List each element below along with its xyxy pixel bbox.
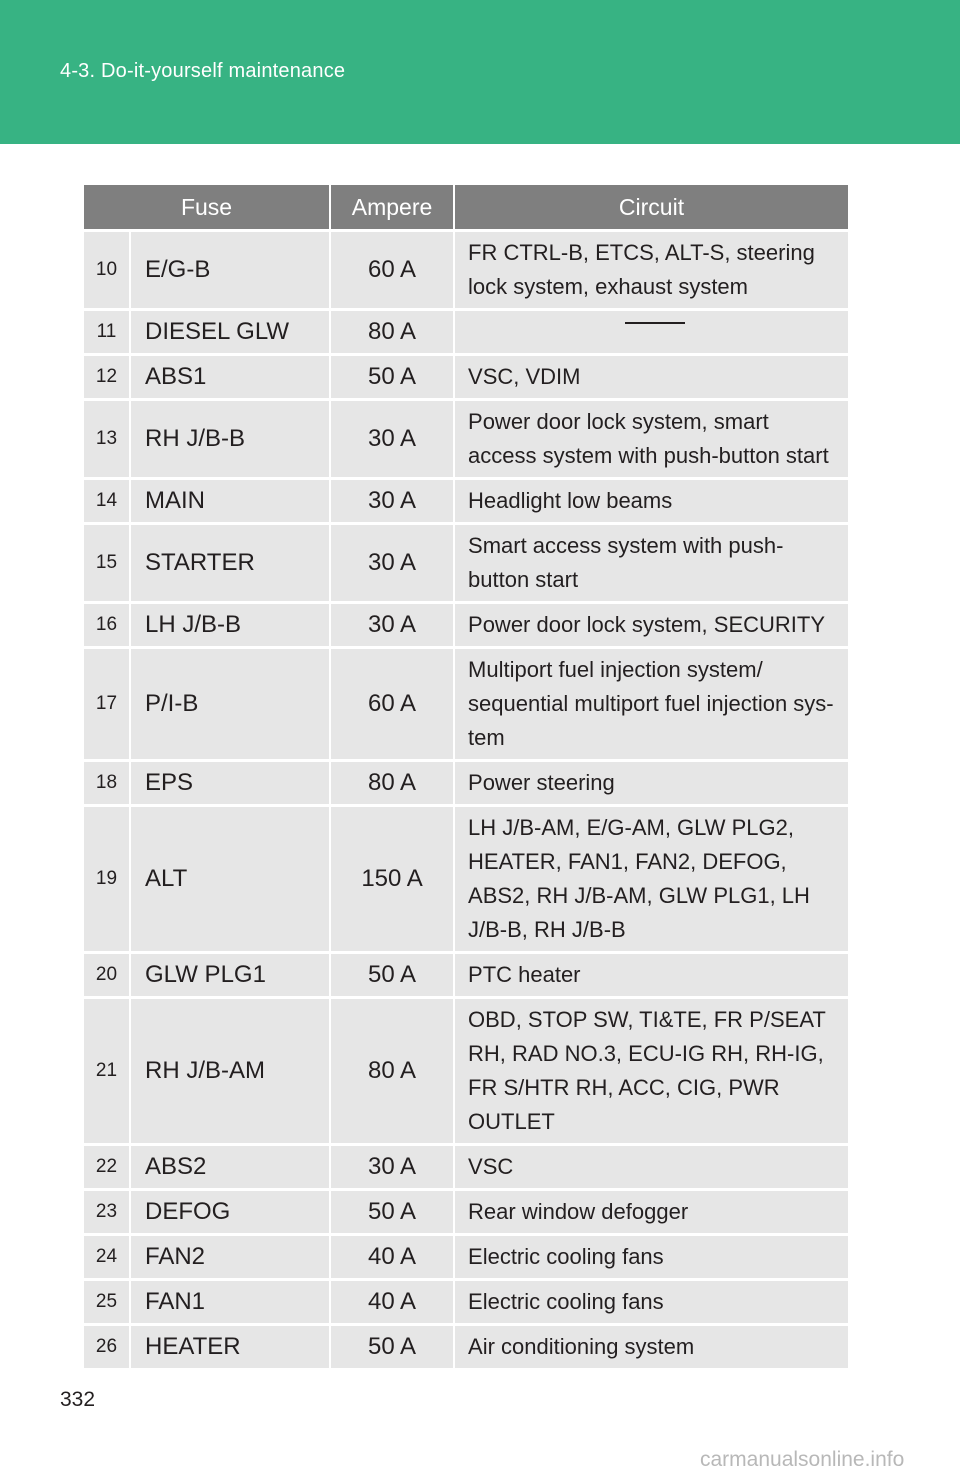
fuse-number: 12 [84,355,130,400]
fuse-name: ABS1 [130,355,330,400]
fuse-number: 25 [84,1280,130,1325]
fuse-circuit: VSC [454,1145,848,1190]
fuse-name: FAN1 [130,1280,330,1325]
fuse-number: 18 [84,761,130,806]
fuse-circuit: Rear window defogger [454,1190,848,1235]
fuse-ampere: 50 A [330,1190,454,1235]
fuse-name: RH J/B-AM [130,998,330,1145]
fuse-circuit: Smart access system with push-button start [454,524,848,603]
table-row [84,355,848,400]
fuse-ampere: 60 A [330,231,454,310]
fuse-number: 11 [84,310,130,355]
fuse-number: 20 [84,953,130,998]
fuse-number: 13 [84,400,130,479]
fuse-circuit: Power steering [454,761,848,806]
fuse-circuit: LH J/B-AM, E/G-AM, GLW PLG2, HEATER, FAN1, FAN2, DEFOG, ABS2, RH J/B-AM, GLW PLG1, LH J/B-B, RH J/B-B [454,806,848,953]
fuse-circuit: Power door lock system, smart access system with push-button start [454,400,848,479]
fuse-name: ALT [130,806,330,953]
fuse-circuit: Air conditioning system [454,1325,848,1369]
table-row [84,524,848,603]
table-row [84,1280,848,1325]
fuse-name: DIESEL GLW [130,310,330,355]
fuse-ampere: 150 A [330,806,454,953]
fuse-name: HEATER [130,1325,330,1369]
table-row [84,806,848,953]
fuse-name: GLW PLG1 [130,953,330,998]
fuse-circuit: Headlight low beams [454,479,848,524]
fuse-table-body [84,231,848,1369]
table-row [84,1235,848,1280]
table-row [84,761,848,806]
fuse-ampere: 40 A [330,1280,454,1325]
fuse-number: 21 [84,998,130,1145]
table-row [84,648,848,761]
fuse-number: 16 [84,603,130,648]
fuse-number: 17 [84,648,130,761]
table-row [84,1325,848,1369]
fuse-name: ABS2 [130,1145,330,1190]
fuse-ampere: 60 A [330,648,454,761]
fuse-circuit: Electric cooling fans [454,1235,848,1280]
fuse-number: 10 [84,231,130,310]
fuse-circuit: PTC heater [454,953,848,998]
table-row [84,231,848,310]
column-header-ampere: Ampere [330,185,454,231]
fuse-circuit: VSC, VDIM [454,355,848,400]
table-row [84,310,848,355]
column-header-circuit: Circuit [454,185,848,231]
fuse-name: RH J/B-B [130,400,330,479]
fuse-name: DEFOG [130,1190,330,1235]
fuse-ampere: 30 A [330,524,454,603]
fuse-ampere: 50 A [330,1325,454,1369]
fuse-ampere: 50 A [330,953,454,998]
page-number: 332 [60,1388,96,1411]
fuse-number: 19 [84,806,130,953]
fuse-circuit: Power door lock system, SECURITY [454,603,848,648]
table-row [84,998,848,1145]
fuse-ampere: 80 A [330,761,454,806]
fuse-name: EPS [130,761,330,806]
table-row [84,953,848,998]
fuse-circuit: FR CTRL-B, ETCS, ALT-S, steering lock system, exhaust system [454,231,848,310]
fuse-number: 26 [84,1325,130,1369]
watermark: carmanualsonline.info [700,1448,905,1471]
fuse-name: MAIN [130,479,330,524]
table-row [84,1190,848,1235]
fuse-circuit: OBD, STOP SW, TI&TE, FR P/SEAT RH, RAD NO.3, ECU-IG RH, RH-IG, FR S/HTR RH, ACC, CIG, PWR OUTLET [454,998,848,1145]
fuse-ampere: 30 A [330,479,454,524]
fuse-name: P/I-B [130,648,330,761]
fuse-number: 22 [84,1145,130,1190]
fuse-table [84,185,848,1368]
section-title: 4-3. Do-it-yourself maintenance [60,60,346,82]
fuse-ampere: 50 A [330,355,454,400]
fuse-number: 24 [84,1235,130,1280]
table-row [84,479,848,524]
table-row [84,1145,848,1190]
fuse-ampere: 30 A [330,400,454,479]
fuse-name: FAN2 [130,1235,330,1280]
fuse-number: 23 [84,1190,130,1235]
fuse-ampere: 30 A [330,1145,454,1190]
fuse-ampere: 30 A [330,603,454,648]
fuse-name: STARTER [130,524,330,603]
table-row [84,400,848,479]
table-header-row [84,185,848,231]
no-circuit-dash [625,322,685,324]
fuse-name: LH J/B-B [130,603,330,648]
fuse-ampere: 80 A [330,310,454,355]
fuse-circuit: Multiport fuel injection system/ sequential multiport fuel injection sys- tem [454,648,848,761]
fuse-name: E/G-B [130,231,330,310]
fuse-circuit [454,310,848,355]
fuse-circuit: Electric cooling fans [454,1280,848,1325]
fuse-number: 15 [84,524,130,603]
table-row [84,603,848,648]
fuse-ampere: 40 A [330,1235,454,1280]
fuse-ampere: 80 A [330,998,454,1145]
column-header-fuse: Fuse [84,185,330,231]
fuse-number: 14 [84,479,130,524]
